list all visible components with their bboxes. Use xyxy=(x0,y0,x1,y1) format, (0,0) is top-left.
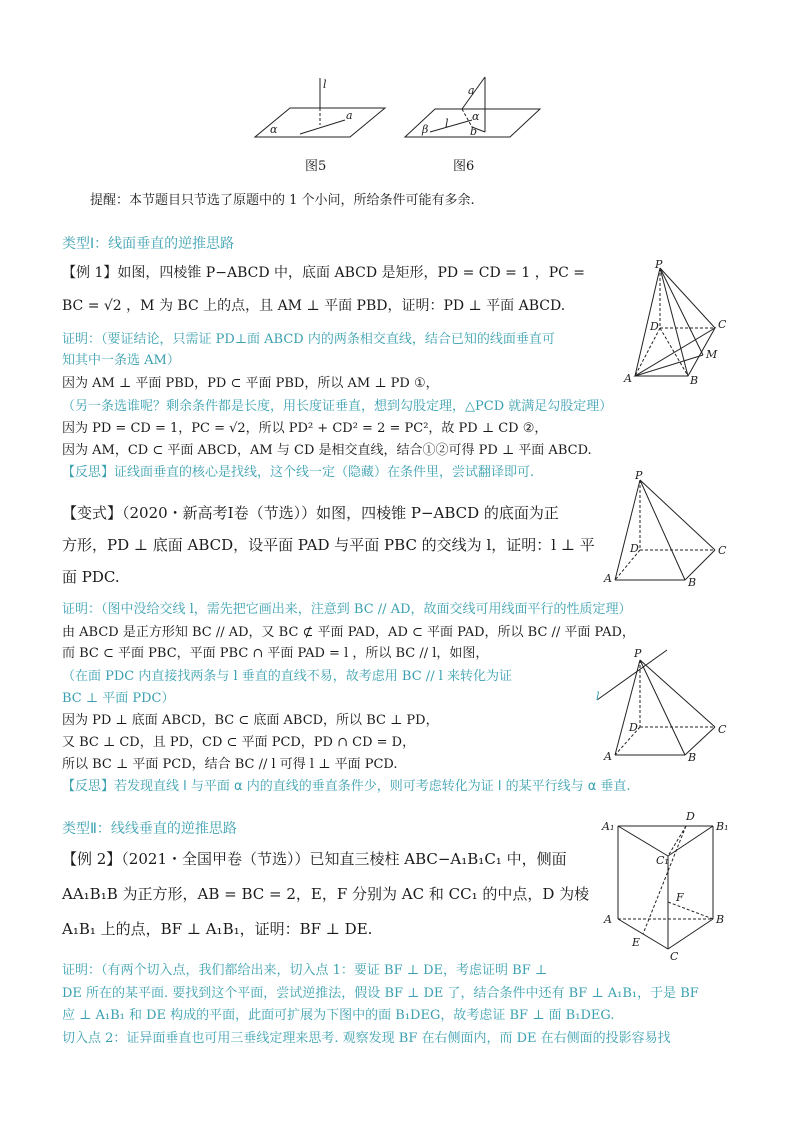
fig6-caption: 图6 xyxy=(453,159,475,174)
ex1-proof-p3: 因为 PD = CD = 1，PC = √2，所以 PD² + CD² = 2 = PC²，故 PD ⊥ CD ②， xyxy=(62,421,548,436)
label-b: b xyxy=(470,125,478,138)
label-alpha: α xyxy=(472,110,480,123)
label-B: B xyxy=(688,576,697,589)
variant-line3: 面 PDC. xyxy=(62,568,120,586)
variant-proof-p1: 由 ABCD 是正方形知 BC // AD，又 BC ⊄ 平面 PAD，AD ⊂ 平面 PAD，所以 BC // 平面 PAD， xyxy=(62,625,635,640)
label-A: A xyxy=(604,750,612,763)
ex1-line1: 【例 1】如图，四棱锥 P−ABCD 中，底面 ABCD 是矩形，PD = CD = 1 ，PC = xyxy=(62,265,586,281)
label-C: C xyxy=(718,723,727,736)
variant-proof-p7: 所以 BC ⊥ 平面 PCD，结合 BC // l 可得 l ⊥ 平面 PCD. xyxy=(62,757,398,772)
label-C1: C₁ xyxy=(656,854,669,867)
label-alpha: α xyxy=(270,123,278,136)
label-C: C xyxy=(670,950,679,963)
ex1-line2: BC = √2 ，M 为 BC 上的点，且 AM ⊥ 平面 PBD，证明：PD ⊥ 平面 ABCD. xyxy=(62,298,566,314)
ex2-proof2: DE 所在的某平面. 要找到这个平面，尝试逆推法，假设 BF ⊥ DE 了，结合条件中还有 BF ⊥ A₁B₁，于是 BF xyxy=(62,986,699,1001)
variant-proof-p5: 因为 PD ⊥ 底面 ABCD，BC ⊂ 底面 ABCD，所以 BC ⊥ PD， xyxy=(62,713,439,728)
label-B1: B₁ xyxy=(716,820,729,833)
variant-line1: 【变式】（2020・新高考Ⅰ卷（节选））如图，四棱锥 P−ABCD 的底面为正 xyxy=(62,504,559,522)
ex2-proof3: 应 ⊥ A₁B₁ 和 DE 构成的平面，此面可扩展为下图中的面 B₁DEG，故考虑证 BF ⊥ 面 B₁DEG. xyxy=(62,1008,615,1023)
ex1-proof-p2: （另一条选谁呢？剩余条件都是长度，用长度证垂直，想到勾股定理，△PCD 就满足勾股定理） xyxy=(62,399,613,414)
variant-proof-p2: 而 BC ⊂ 平面 PBC，平面 PBC ∩ 平面 PAD = l ，所以 BC // l，如图， xyxy=(62,646,489,661)
label-B: B xyxy=(690,374,699,387)
variant-proof-p4: BC ⊥ 平面 PDC） xyxy=(62,691,175,706)
ex1-proof-p1: 因为 AM ⊥ 平面 PBD，PD ⊂ 平面 PBD，所以 AM ⊥ PD ①， xyxy=(62,376,439,391)
pyramid-figure-1 xyxy=(620,258,735,388)
ex1-reflect: 【反思】证线面垂直的核心是找线，这个线一定（隐藏）在条件里，尝试翻译即可. xyxy=(62,465,535,480)
ex2-line3: A₁B₁ 上的点，BF ⊥ A₁B₁，证明：BF ⊥ DE. xyxy=(62,920,373,938)
variant-line2: 方形，PD ⊥ 底面 ABCD，设平面 PAD 与平面 PBC 的交线为 l，证明：l ⊥ 平 xyxy=(62,536,595,554)
label-P: P xyxy=(634,647,642,660)
label-A1: A₁ xyxy=(602,820,615,833)
label-D: D xyxy=(650,320,659,333)
label-M: M xyxy=(706,348,718,361)
ex2-line2: AA₁B₁B 为正方形，AB = BC = 2，E，F 分别为 AC 和 CC₁ 的中点，D 为棱 xyxy=(62,885,590,903)
label-B: B xyxy=(716,913,725,926)
tip-text: 提醒：本节题目只节选了原题中的 1 个小问，所给条件可能有多余. xyxy=(90,193,475,208)
variant-proof-p6: 又 BC ⊥ CD，且 PD，CD ⊂ 平面 PCD，PD ∩ CD = D， xyxy=(62,735,416,750)
label-A: A xyxy=(604,572,612,585)
label-a: a xyxy=(346,109,353,122)
label-D: D xyxy=(629,721,638,734)
label-P: P xyxy=(635,470,643,482)
label-D: D xyxy=(630,542,639,555)
label-C: C xyxy=(718,318,727,331)
label-l: l xyxy=(445,117,449,130)
label-l: l xyxy=(596,690,600,703)
label-A: A xyxy=(624,372,632,385)
label-a: a xyxy=(468,84,475,97)
label-l: l xyxy=(323,78,327,91)
ex2-proof1: 证明：（有两个切入点，我们都给出来，切入点 1：要证 BF ⊥ DE，考虑证明 BF ⊥ xyxy=(62,963,548,978)
label-F: F xyxy=(676,891,684,904)
pyramid-figure-2 xyxy=(600,470,735,595)
type1-heading: 类型Ⅰ：线面垂直的逆推思路 xyxy=(62,236,235,252)
label-C: C xyxy=(718,544,727,557)
ex1-proof-p4: 因为 AM，CD ⊂ 平面 ABCD，AM 与 CD 是相交直线，结合①②可得 PD ⊥ 平面 ABCD. xyxy=(62,443,592,458)
fig5-caption: 图5 xyxy=(305,159,327,174)
pyramid-figure-3 xyxy=(592,645,737,770)
variant-proof-hint: 证明：（图中没给交线 l，需先把它画出来，注意到 BC // AD，故面交线可用线面平行的性质定理） xyxy=(62,602,632,617)
label-E: E xyxy=(632,936,641,949)
variant-proof-p3: （在面 PDC 内直接找两条与 l 垂直的直线不易，故考虑用 BC // l 来转化为证 xyxy=(62,669,512,684)
ex1-proof-hint2: 知其中一条选 AM） xyxy=(62,353,180,368)
variant-reflect: 【反思】若发现直线 l 与平面 α 内的直线的垂直条件少，则可考虑转化为证 l 的某平行线与 α 垂直. xyxy=(62,779,631,794)
type2-heading: 类型Ⅱ：线线垂直的逆推思路 xyxy=(62,821,237,837)
label-D: D xyxy=(686,810,695,823)
label-B: B xyxy=(688,751,697,764)
prism-figure xyxy=(598,806,738,966)
label-beta: β xyxy=(422,123,429,136)
ex2-line1: 【例 2】（2021・全国甲卷（节选））已知直三棱柱 ABC−A₁B₁C₁ 中，侧面 xyxy=(62,850,567,868)
ex1-proof-hint1: 证明：（要证结论，只需证 PD⊥面 ABCD 内的两条相交直线，结合已知的线面垂直可 xyxy=(62,332,555,347)
label-A: A xyxy=(604,913,612,926)
label-P: P xyxy=(655,258,663,271)
ex2-proof4: 切入点 2：证异面垂直也可用三垂线定理来思考. 观察发现 BF 在右侧面内，而 DE 在右侧面的投影容易找 xyxy=(62,1031,671,1046)
figure-6 xyxy=(400,72,550,172)
